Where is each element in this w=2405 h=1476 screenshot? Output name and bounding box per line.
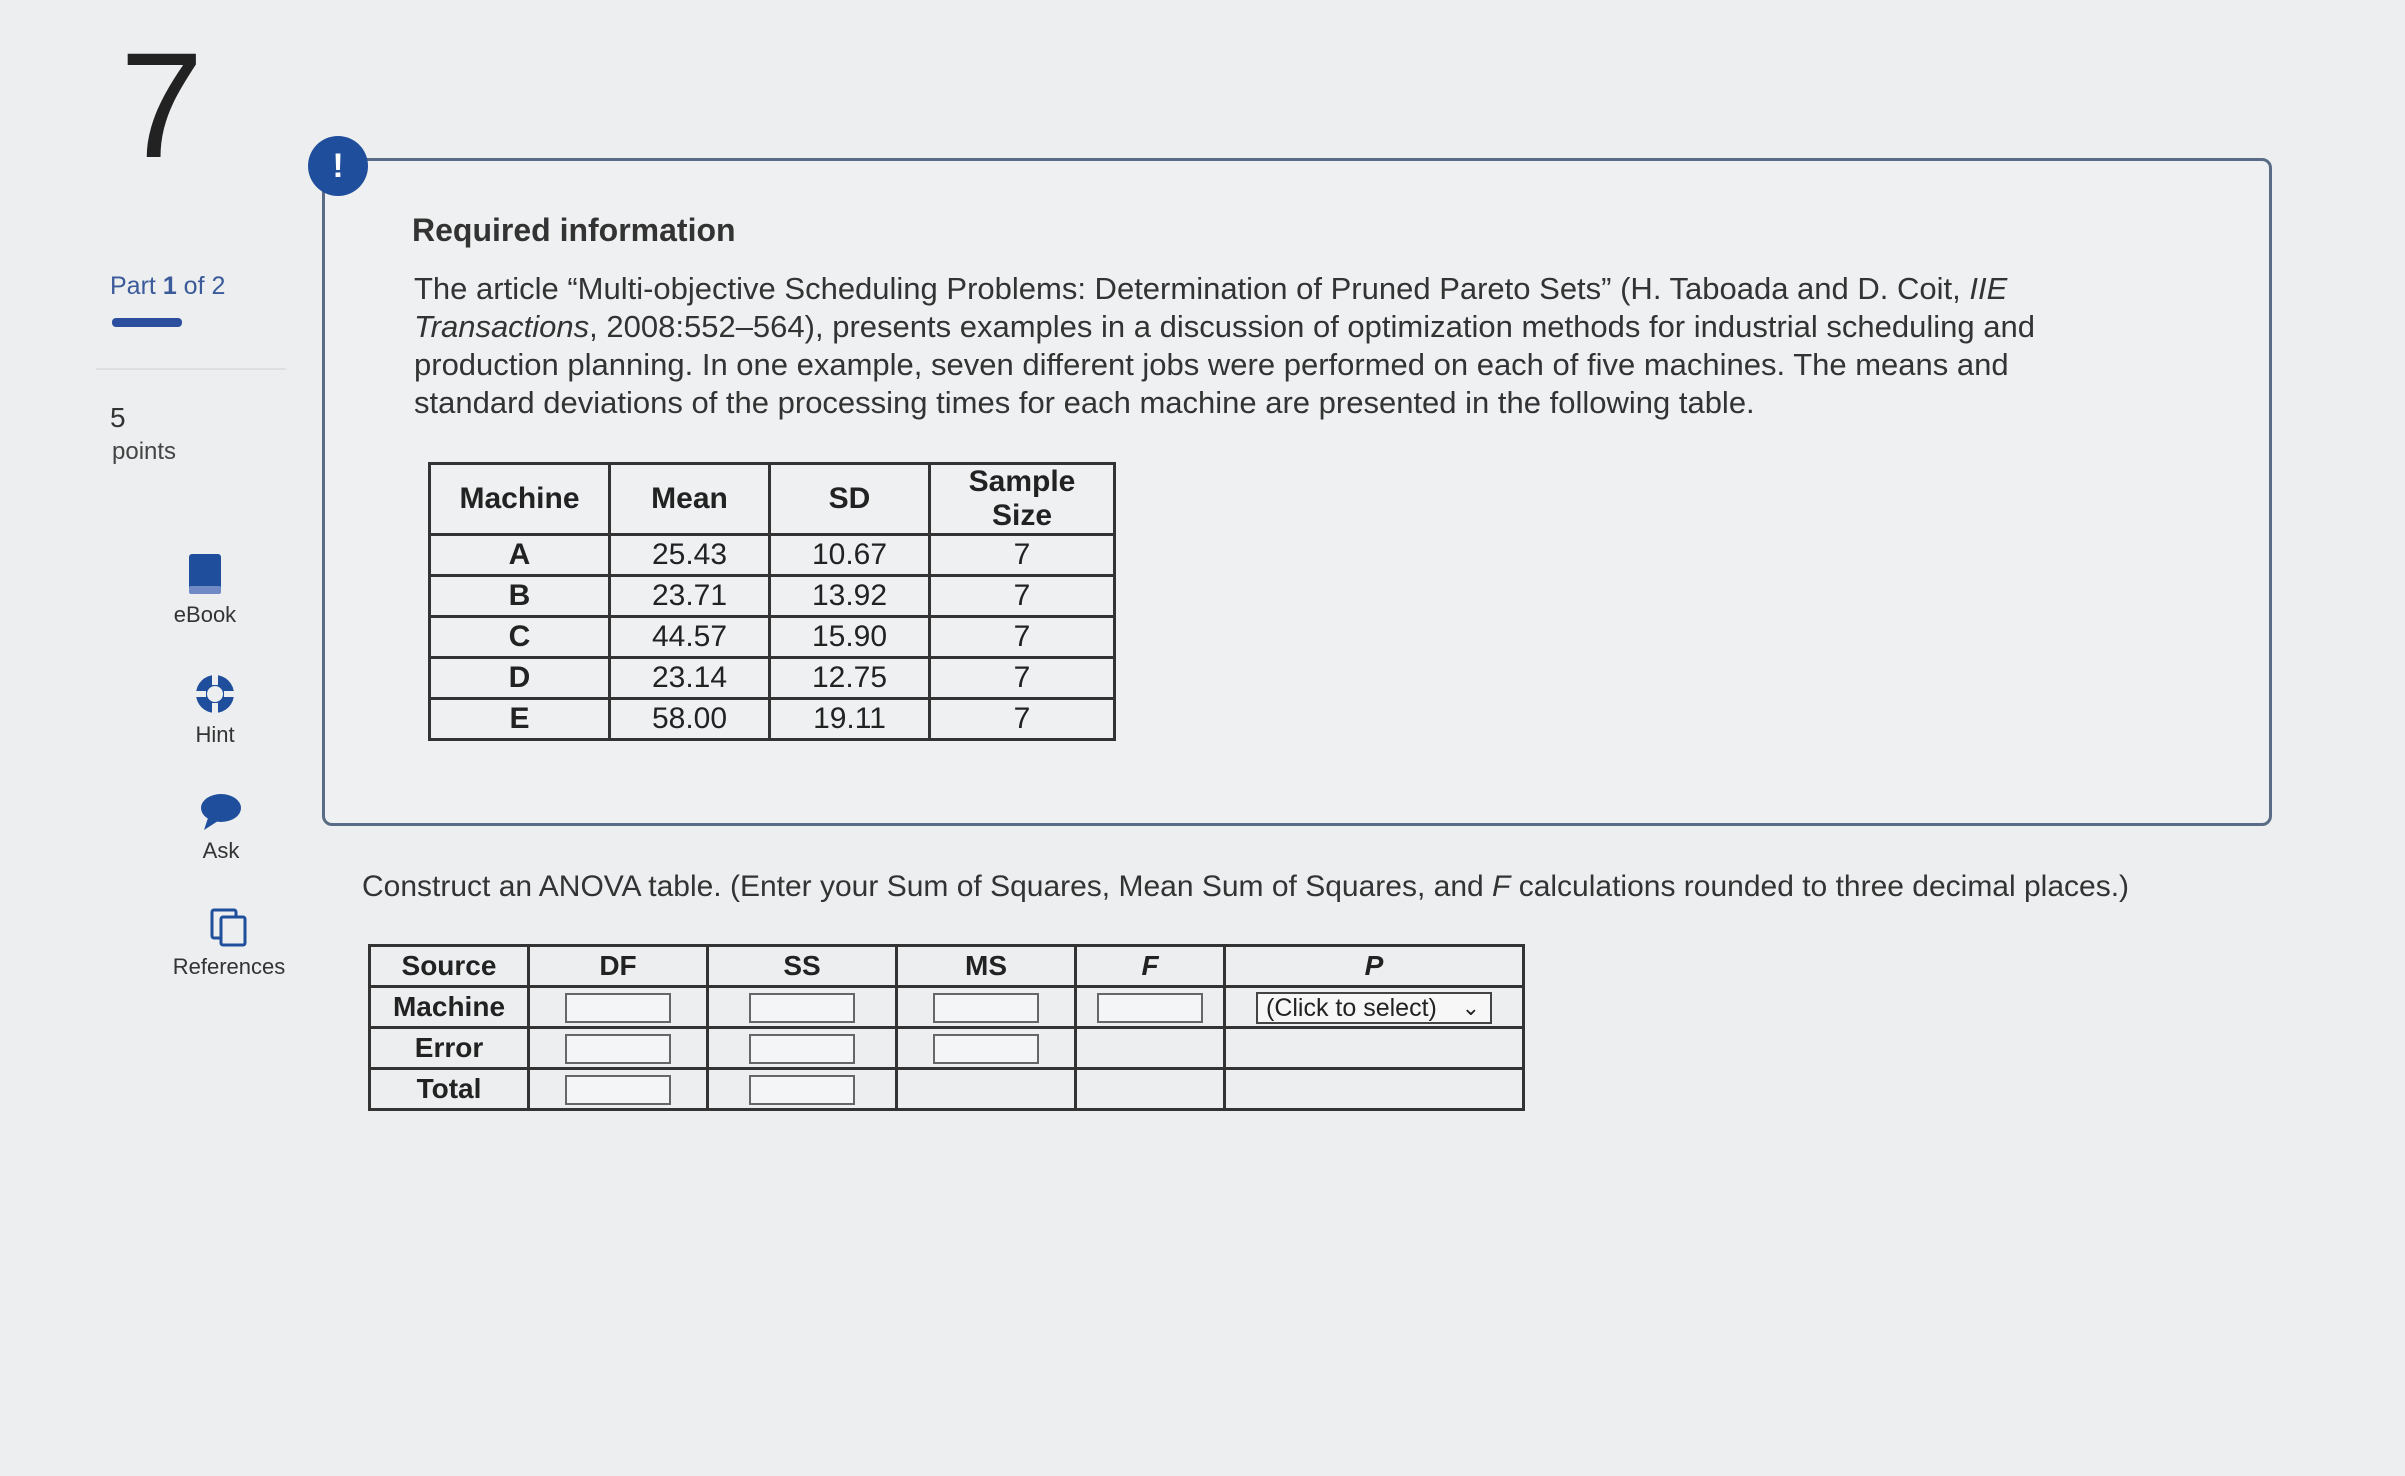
error-df-input[interactable]	[565, 1034, 671, 1064]
header-ss: SS	[708, 946, 897, 987]
anova-table	[368, 944, 1525, 1111]
machine-cell: E	[430, 699, 610, 740]
f-cell-empty	[1076, 1028, 1225, 1069]
f-cell-empty	[1076, 1069, 1225, 1110]
ss-cell	[708, 987, 897, 1028]
source-machine: Machine	[370, 987, 529, 1028]
table-row	[430, 658, 1115, 699]
references-label: References	[172, 954, 286, 979]
ms-cell-empty	[897, 1069, 1076, 1110]
part-current: 1	[162, 272, 177, 300]
header-source: Source	[370, 946, 529, 987]
error-ss-input[interactable]	[749, 1034, 855, 1064]
ms-cell	[897, 987, 1076, 1028]
mean-cell: 58.00	[610, 699, 770, 740]
sd-cell: 19.11	[770, 699, 930, 740]
ms-cell	[897, 1028, 1076, 1069]
part-progress-bar	[112, 318, 182, 327]
machine-cell: B	[430, 576, 610, 617]
rail-divider	[96, 368, 286, 370]
table-row	[370, 1028, 1524, 1069]
total-df-input[interactable]	[565, 1075, 671, 1105]
required-info-title: Required information	[412, 212, 736, 248]
required-info-text	[414, 270, 2134, 422]
copy-pages-icon	[208, 906, 250, 948]
sample-size-cell: 7	[930, 617, 1115, 658]
instruction-text-2: calculations rounded to three decimal places.)	[1510, 870, 2130, 903]
book-icon	[185, 552, 225, 596]
sample-size-cell: 7	[930, 576, 1115, 617]
ask-button[interactable]	[146, 792, 296, 864]
machine-cell: D	[430, 658, 610, 699]
header-sd: SD	[770, 464, 930, 535]
header-ms: MS	[897, 946, 1076, 987]
df-cell	[529, 1069, 708, 1110]
f-cell	[1076, 987, 1225, 1028]
p-value-select[interactable]	[1256, 992, 1492, 1024]
question-number: 7	[120, 21, 204, 189]
references-button[interactable]	[154, 906, 304, 980]
ss-cell	[708, 1028, 897, 1069]
sd-cell: 10.67	[770, 535, 930, 576]
total-ss-input[interactable]	[749, 1075, 855, 1105]
ss-cell	[708, 1069, 897, 1110]
table-row	[430, 617, 1115, 658]
instruction-f: F	[1492, 870, 1511, 903]
machine-cell: C	[430, 617, 610, 658]
p-cell-empty	[1225, 1069, 1524, 1110]
machine-table	[428, 462, 1116, 741]
machine-ms-input[interactable]	[933, 993, 1039, 1023]
required-info-text-2: , 2008:552–564), presents examples in a discussion of optimization methods for industrial scheduling and production planning. In one example, seven different jobs were performed on each of five machines. The means and standard deviations of the processing times for each machine are presented in the following table.	[414, 309, 2035, 420]
table-row	[370, 987, 1524, 1028]
chevron-down-icon: ⌄	[1461, 994, 1480, 1020]
header-df: DF	[529, 946, 708, 987]
required-info-text-1: The article “Multi-objective Scheduling Problems: Determination of Pruned Pareto Sets” (H. Taboada and D. Coit,	[414, 271, 1970, 306]
lifebuoy-icon	[193, 672, 237, 716]
sample-size-cell: 7	[930, 535, 1115, 576]
p-value-select-label: (Click to select)	[1266, 993, 1437, 1022]
header-sample-size: Sample Size	[930, 464, 1115, 535]
p-cell	[1225, 987, 1524, 1028]
error-ms-input[interactable]	[933, 1034, 1039, 1064]
journal-name: IIE Transactions	[414, 271, 2008, 344]
table-row	[430, 576, 1115, 617]
ebook-button[interactable]	[130, 552, 280, 628]
part-of: of 2	[183, 272, 226, 300]
part-label: Part	[110, 272, 156, 300]
df-cell	[529, 1028, 708, 1069]
anova-header-row	[370, 946, 1524, 987]
mean-cell: 23.71	[610, 576, 770, 617]
chat-bubble-icon	[198, 792, 244, 832]
source-error: Error	[370, 1028, 529, 1069]
ask-label: Ask	[202, 838, 240, 863]
instruction-text-1: Construct an ANOVA table. (Enter your Sum of Squares, Mean Sum of Squares, and	[362, 870, 1493, 903]
sd-cell: 13.92	[770, 576, 930, 617]
machine-ss-input[interactable]	[749, 993, 855, 1023]
part-indicator	[110, 272, 225, 301]
header-machine: Machine	[430, 464, 610, 535]
instruction-text	[362, 870, 2242, 904]
header-mean: Mean	[610, 464, 770, 535]
machine-table-header	[430, 464, 1115, 535]
header-p: P	[1225, 946, 1524, 987]
ebook-label: eBook	[173, 602, 237, 627]
hint-label: Hint	[195, 722, 235, 747]
df-cell	[529, 987, 708, 1028]
source-total: Total	[370, 1069, 529, 1110]
table-row	[430, 535, 1115, 576]
sample-size-cell: 7	[930, 699, 1115, 740]
mean-cell: 25.43	[610, 535, 770, 576]
mean-cell: 44.57	[610, 617, 770, 658]
hint-button[interactable]	[140, 672, 290, 748]
sd-cell: 12.75	[770, 658, 930, 699]
sd-cell: 15.90	[770, 617, 930, 658]
sample-size-cell: 7	[930, 658, 1115, 699]
machine-df-input[interactable]	[565, 993, 671, 1023]
alert-icon: !	[308, 136, 368, 196]
table-row	[370, 1069, 1524, 1110]
points-label: points	[112, 438, 177, 465]
table-row	[430, 699, 1115, 740]
machine-cell: A	[430, 535, 610, 576]
p-cell-empty	[1225, 1028, 1524, 1069]
points-value: 5	[110, 402, 126, 433]
header-f: F	[1076, 946, 1225, 987]
machine-f-input[interactable]	[1097, 993, 1203, 1023]
mean-cell: 23.14	[610, 658, 770, 699]
